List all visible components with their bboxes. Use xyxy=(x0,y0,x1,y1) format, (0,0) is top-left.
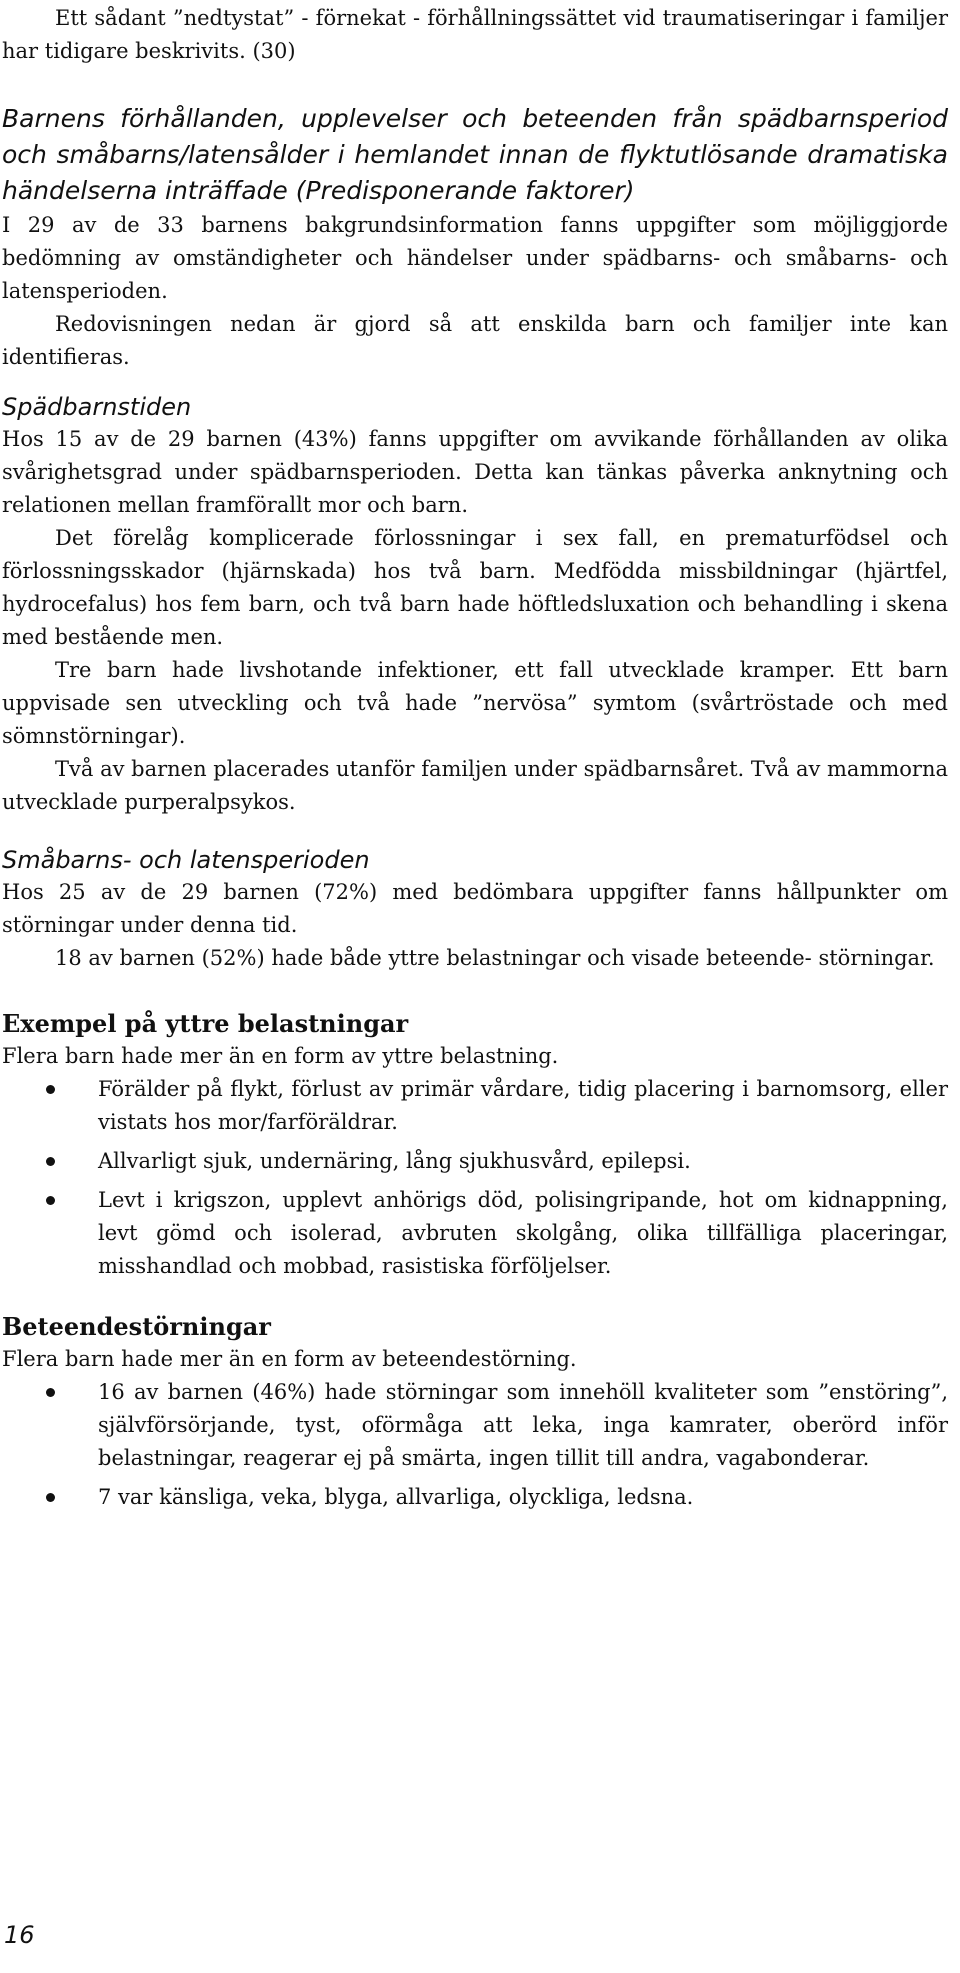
bullet-icon xyxy=(46,1157,55,1166)
list-item: Förälder på flykt, förlust av primär vårdare, tidig placering i barnomsorg, eller vistats hos mor/farföräldrar. xyxy=(2,1073,948,1139)
infancy-paragraph-4: Två av barnen placerades utanför familjen under spädbarnsåret. Två av mammorna utvecklade purperalpsykos. xyxy=(2,757,948,814)
page-number: 16 xyxy=(4,1921,35,1949)
list-item: Levt i krigszon, upplevt anhörigs död, polisingripande, hot om kidnappning, levt gömd och isolerad, avbruten skolgång, olika tillfälliga placeringar, misshandlad och mobbad, rasistiska förföljelser. xyxy=(2,1184,948,1283)
latency-paragraph-1: Hos 25 av de 29 barnen (72%) med bedömbara uppgifter fanns hållpunkter om störningar under denna tid. xyxy=(2,880,948,937)
infancy-paragraph-1: Hos 15 av de 29 barnen (43%) fanns uppgifter om avvikande förhållanden av olika svårighetsgrad under spädbarnsperioden. Detta kan tänkas påverka anknytning och relationen mellan framförallt mor och barn. xyxy=(2,427,948,517)
list-item: 7 var känsliga, veka, blyga, allvarliga, olyckliga, ledsna. xyxy=(2,1481,948,1514)
predisposing-section-title: Barnens förhållanden, upplevelser och beteenden från spädbarnsperiod och småbarns/latensålder i hemlandet innan de flyktutlösande dramatiska händelserna inträffade (Predisponerande faktorer) xyxy=(2,104,948,205)
external-stress-lead: Flera barn hade mer än en form av yttre belastning. xyxy=(2,1044,559,1068)
predisposing-paragraph-2: Redovisningen nedan är gjord så att enskilda barn och familjer inte kan identifieras. xyxy=(2,312,948,369)
behaviour-disorders-lead: Flera barn hade mer än en form av beteendestörning. xyxy=(2,1347,577,1371)
bullet-icon xyxy=(46,1085,55,1094)
bullet-icon xyxy=(46,1493,55,1502)
predisposing-paragraph-1: I 29 av de 33 barnens bakgrundsinformation fanns uppgifter som möjliggjorde bedömning av omständigheter och händelser under spädbarns- och småbarns- och latensperioden. xyxy=(2,213,948,303)
infancy-section-title: Spädbarnstiden xyxy=(2,393,192,421)
bullet-icon xyxy=(46,1388,55,1397)
external-stress-title: Exempel på yttre belastningar xyxy=(2,1009,409,1038)
infancy-paragraph-3: Tre barn hade livshotande infektioner, ett fall utvecklade kramper. Ett barn uppvisade sen utveckling och två hade ”nervösa” symtom (svårtröstade och med sömnstörningar). xyxy=(2,658,948,748)
intro-paragraph: Ett sådant ”nedtystat” - förnekat - förhållningssättet vid traumatiseringar i familjer har tidigare beskrivits. (30) xyxy=(2,6,948,63)
bullet-icon xyxy=(46,1196,55,1205)
infancy-paragraph-2: Det förelåg komplicerade förlossningar i sex fall, en prematurfödsel och förlossningsskador (hjärnskada) hos två barn. Medfödda missbildningar (hjärtfel, hydrocefalus) hos fem barn, och två barn hade höftledsluxation och behandling i skena med bestående men. xyxy=(2,526,948,649)
behaviour-disorders-list xyxy=(2,1376,948,1514)
list-item: Allvarligt sjuk, undernäring, lång sjukhusvård, epilepsi. xyxy=(2,1145,948,1178)
behaviour-disorders-title: Beteendestörningar xyxy=(2,1312,271,1341)
latency-section-title: Småbarns- och latensperioden xyxy=(2,846,370,874)
list-item: 16 av barnen (46%) hade störningar som innehöll kvaliteter som ”enstöring”, självförsörjande, tyst, oförmåga att leka, inga kamrater, oberörd inför belastningar, reagerar ej på smärta, ingen tillit till andra, vagabonderar. xyxy=(2,1376,948,1475)
latency-paragraph-2: 18 av barnen (52%) hade både yttre belastningar och visade beteende- störningar. xyxy=(55,946,935,970)
external-stress-list xyxy=(2,1073,948,1283)
